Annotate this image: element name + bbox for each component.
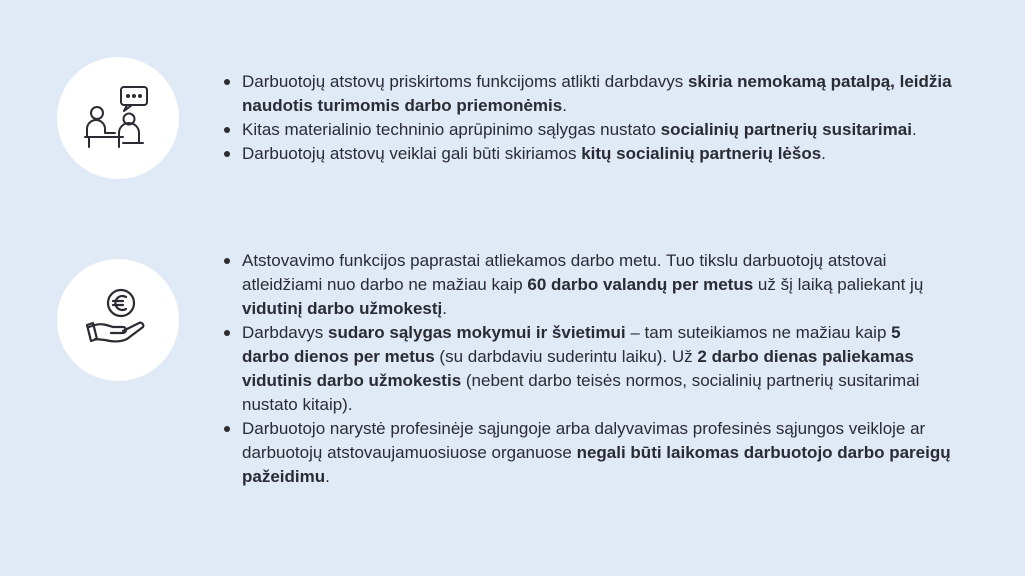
euro-hand-icon <box>83 285 153 355</box>
bullet-list-1 <box>222 70 952 166</box>
bullet-bold-text: 5 darbo dienos per metus <box>242 323 901 366</box>
bullet-text: Atstovavimo funkcijos paprastai atliekamos darbo metu. Tuo tikslu darbuotojų atstovai atleidžiami nuo darbo ne mažiau kaip <box>242 251 887 294</box>
bullet-bold-text: sudaro sąlygas mokymui ir švietimui <box>327 323 626 342</box>
bullet-bold-text: socialinių partnerių susitarimai <box>660 120 912 139</box>
bullet-bold-text: 60 darbo valandų per metus <box>527 275 754 294</box>
bullet-text: Darbdavys <box>242 323 328 342</box>
bullet-text: Kitas materialinio techninio aprūpinimo sąlygas nustato <box>242 120 661 139</box>
bullet-item <box>222 249 952 321</box>
bullet-text: Darbuotojų atstovų veiklai gali būti skiriamos <box>242 144 582 163</box>
bullet-bold-text: kitų socialinių partnerių lėšos <box>581 144 822 163</box>
bullet-text: – tam suteikiamos ne mažiau kaip <box>625 323 892 342</box>
bullet-text: (su darbdaviu suderintu laiku). Už <box>434 347 698 366</box>
bullet-text: . <box>442 299 447 318</box>
bullet-bold-text: vidutinį darbo užmokestį <box>242 299 443 318</box>
bullet-bold-text: skiria nemokamą patalpą, leidžia naudotis turimomis darbo priemonėmis <box>242 72 952 115</box>
bullet-item <box>222 118 952 142</box>
bullet-text: . <box>562 96 567 115</box>
icon-circle-euro <box>57 259 179 381</box>
icon-circle-meeting <box>57 57 179 179</box>
bullet-text: už šį laiką paliekant jų <box>753 275 924 294</box>
bullet-text: . <box>821 144 826 163</box>
bullet-bold-text: 2 darbo dienas paliekamas vidutinis darbo užmokestis <box>242 347 914 390</box>
bullet-text: Darbuotojo narystė profesinėje sąjungoje arba dalyvavimas profesinės sąjungos veikloje ar darbuotojų atstovaujamuosiuose organuose <box>242 419 926 462</box>
bullet-text: (nebent darbo teisės normos, socialinių partnerių susitarimai nustato kitaip). <box>242 371 920 414</box>
bullet-item <box>222 70 952 118</box>
meeting-people-icon <box>83 83 153 153</box>
bullet-item <box>222 142 952 166</box>
bullet-text: . <box>325 467 330 486</box>
bullet-text: . <box>911 120 917 139</box>
bullet-item <box>222 417 952 489</box>
bullet-item <box>222 321 952 417</box>
bullet-text: Darbuotojų atstovų priskirtoms funkcijoms atlikti darbdavys <box>242 72 688 91</box>
bullet-list-2 <box>222 249 952 489</box>
bullet-bold-text: negali būti laikomas darbuotojo darbo pareigų pažeidimu <box>242 443 951 486</box>
